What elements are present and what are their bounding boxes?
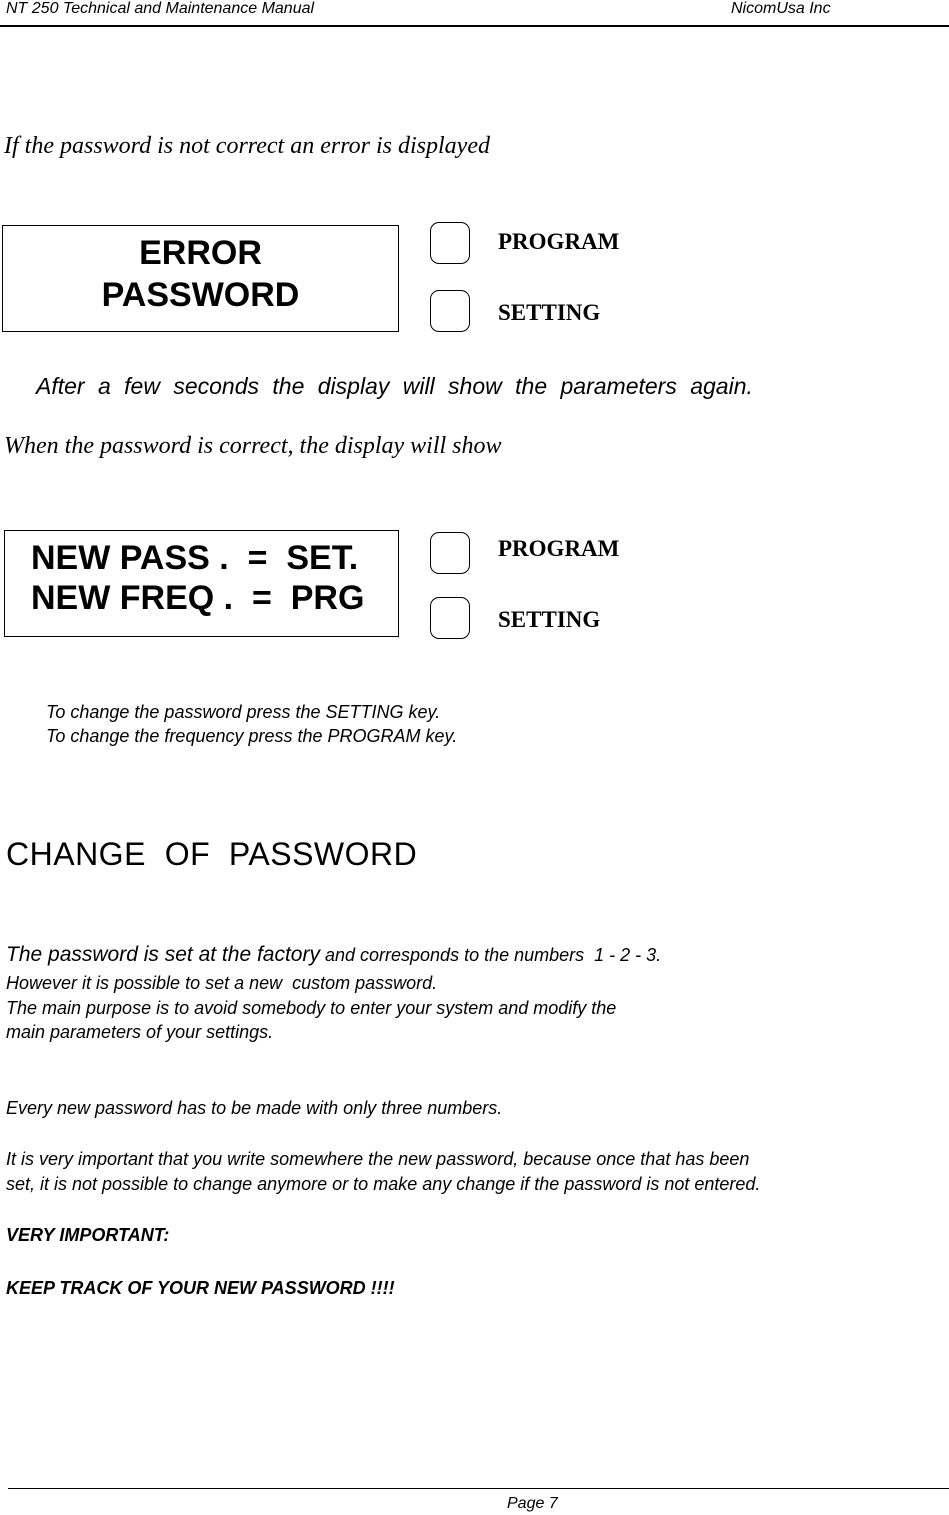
display-error-panel (2, 225, 399, 332)
setting-key[interactable] (430, 597, 470, 639)
setting-key-label: SETTING (498, 300, 601, 325)
display-new-panel (4, 530, 399, 637)
program-key[interactable] (430, 532, 470, 574)
setting-key-label: SETTING (498, 607, 601, 632)
paragraph-rest: and corresponds to the numbers 1 - 2 - 3. (319, 945, 662, 965)
paragraph-factory-line1 (6, 943, 661, 967)
section-heading: CHANGE OF PASSWORD (6, 836, 418, 872)
very-important-label: VERY IMPORTANT: (6, 1225, 170, 1245)
paragraph-lead: The password is set at the factory (6, 943, 320, 966)
program-key-label: PROGRAM (498, 229, 620, 254)
paragraph-factory-line4: main parameters of your settings. (6, 1022, 274, 1042)
header-rule (0, 25, 949, 27)
display-line-1: ERROR (139, 234, 262, 272)
display-line-1: NEW PASS . = SET. (31, 539, 359, 577)
setting-key[interactable] (430, 290, 470, 332)
header-company: NicomUsa Inc (731, 0, 831, 17)
footer-rule (8, 1488, 949, 1489)
paragraph-three-numbers: Every new password has to be made with only three numbers. (6, 1098, 503, 1118)
instruction-password: To change the password press the SETTING key. (46, 702, 441, 722)
correct-text: When the password is correct, the display will show (4, 433, 502, 459)
error-intro-text: If the password is not correct an error is displayed (4, 133, 490, 159)
program-key[interactable] (430, 222, 470, 264)
after-text: After a few seconds the display will show the parameters again. (36, 373, 753, 399)
keep-track-warning: KEEP TRACK OF YOUR NEW PASSWORD !!!! (6, 1278, 395, 1298)
program-key-label: PROGRAM (498, 536, 620, 561)
instruction-frequency: To change the frequency press the PROGRAM key. (46, 726, 458, 746)
paragraph-important-line2: set, it is not possible to change anymore or to make any change if the password is not entered. (6, 1174, 761, 1194)
paragraph-factory-line2: However it is possible to set a new custom password. (6, 973, 438, 993)
page-number: Page 7 (507, 1495, 558, 1512)
paragraph-factory-line3: The main purpose is to avoid somebody to enter your system and modify the (6, 998, 617, 1018)
display-line-2: PASSWORD (101, 276, 300, 314)
display-line-2: NEW FREQ . = PRG (31, 579, 365, 617)
header-title: NT 250 Technical and Maintenance Manual (6, 0, 315, 17)
paragraph-important-line1: It is very important that you write somewhere the new password, because once that has been (6, 1149, 750, 1169)
